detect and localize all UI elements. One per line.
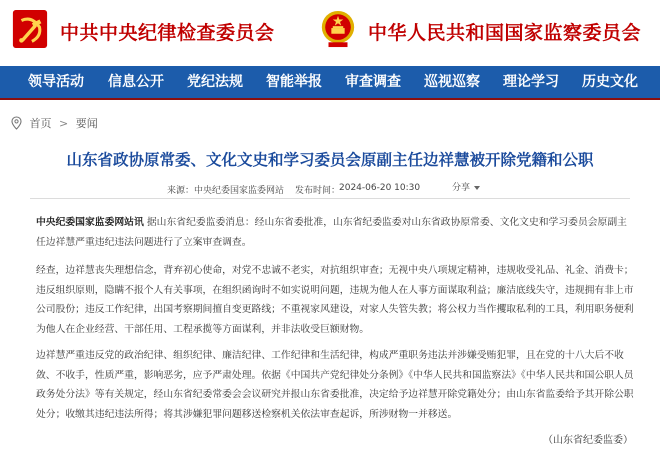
site-header [0, 0, 660, 66]
source-value: 中央纪委国家监委网站 [194, 186, 285, 196]
article-paragraph-2: 经查，边祥慧丧失理想信念，背弃初心使命，对党不忠诚不老实，对抗组织审查；无视中央八项规定精神，违规收受礼品、礼金、消费卡；违反组织原则，隐瞒不报个人有关事项，在组织函询时不如实说明问题，违规为他人在人事方面谋取利益；廉洁底线失守，违规拥有非上市公司股份；违反工作纪律，出国考察期间擅自变更路线；不重视家风建设，对家人失管失教；将公权力当作攫取私利的工具，利用职务便利为他人在企业经营、干部任用、工程承揽等方面谋利，并非法收受巨额财物。 [36, 265, 634, 335]
chevron-down-icon [474, 186, 480, 190]
breadcrumb-current[interactable]: 要闻 [75, 117, 98, 130]
source-label: 来源： [167, 186, 195, 196]
location-pin-icon [11, 116, 22, 130]
article-paragraph-1 [36, 213, 636, 252]
divider [30, 198, 630, 199]
share-button[interactable] [452, 180, 480, 193]
date-value: 2024-06-20 10:30 [339, 183, 421, 193]
share-label: 分享 [452, 183, 471, 193]
breadcrumb-separator: > [59, 116, 69, 130]
paragraph-lead: 中央纪委国家监委网站讯 [36, 217, 144, 228]
nav-item-leadership[interactable]: 领导活动 [28, 74, 84, 90]
national-emblem-icon [319, 8, 357, 50]
article-title: 山东省政协原常委、文化文史和学习委员会原副主任边祥慧被开除党籍和公职 [66, 151, 594, 169]
nav-item-info-disclosure[interactable]: 信息公开 [108, 74, 164, 90]
article-source-footer: （山东省纪委监委） [543, 435, 633, 446]
nav-item-history[interactable]: 历史文化 [582, 74, 638, 90]
nav-item-investigation[interactable]: 审查调查 [345, 74, 401, 90]
breadcrumb-home[interactable]: 首页 [29, 117, 52, 130]
nav-item-regulations[interactable]: 党纪法规 [187, 74, 243, 90]
paragraph-text: 据山东省纪委监委消息：经山东省委批准，山东省纪委监委对山东省政协原常委、文化文史和学习委员会原副主任边祥慧严重违纪违法问题进行了立案审查调查。 [36, 217, 627, 248]
nav-item-inspection[interactable]: 巡视巡察 [424, 74, 480, 90]
nav-item-report[interactable]: 智能举报 [266, 74, 322, 90]
breadcrumb [11, 115, 98, 131]
party-emblem-icon [11, 8, 49, 50]
nsc-title[interactable]: 中华人民共和国国家监察委员会 [368, 22, 642, 44]
date-label: 发布时间： [295, 186, 341, 196]
article-paragraph-3: 边祥慧严重违反党的政治纪律、组织纪律、廉洁纪律、工作纪律和生活纪律，构成严重职务违法并涉嫌受贿犯罪，且在党的十八大后不收敛、不收手，性质严重，影响恶劣，应予严肃处理。依据《中国共产党纪律处分条例》《中华人民共和国监察法》《中华人民共和国公职人员政务处分法》等有关规定，经山东省纪委常委会会议研究并报山东省委批准，决定给予边祥慧开除党籍处分；由山东省监委给予其开除公职处分；收缴其违纪违法所得；将其涉嫌犯罪问题移送检察机关依法审查起诉，所涉财物一并移送。 [36, 350, 634, 420]
main-nav [0, 66, 660, 100]
ccdi-title[interactable]: 中共中央纪律检查委员会 [60, 22, 275, 44]
nav-item-theory[interactable]: 理论学习 [503, 74, 559, 90]
